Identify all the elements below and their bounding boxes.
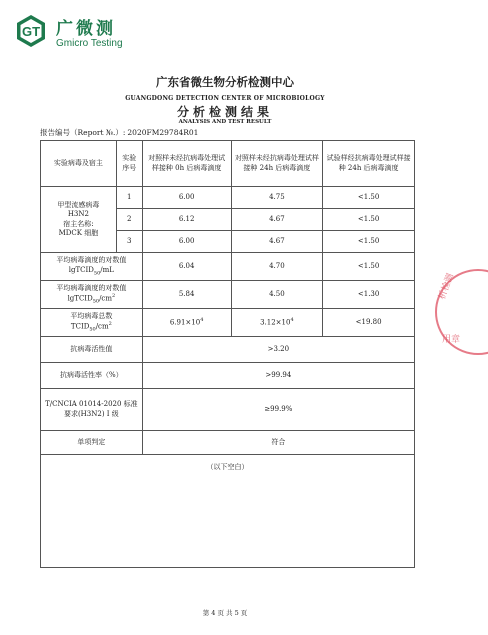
seq-cell: 1 (116, 187, 142, 209)
unit-text: lgTCID (67, 294, 93, 303)
unit-sup: 2 (108, 320, 112, 327)
report-number-label: 报告编号（Report №.）: (40, 128, 126, 137)
page-footer: 第 4 页 共 5 页 (202, 609, 248, 617)
rate-label: 抗病毒活性率（%） (41, 363, 143, 389)
rate-value: >99.94 (142, 363, 414, 389)
value-cell: <19.80 (323, 309, 415, 337)
unit-sub: 50 (92, 298, 100, 305)
total-c24: 3.12×10 (260, 318, 291, 327)
standard-label-line2: 要求(H3N2) I 级 (63, 409, 119, 418)
center-title-cn: 广东省微生物分析检测中心 (156, 75, 294, 89)
host-cell: MDCK 细胞 (58, 228, 99, 237)
report-number-value: 2020FM29784R01 (127, 128, 199, 137)
standard-row (41, 389, 415, 431)
virus-host-cell (41, 187, 117, 253)
total-c0-exp: 4 (200, 317, 204, 324)
avg-ml-label (41, 253, 143, 281)
value-cell: <1.50 (323, 253, 415, 281)
unit-text: /cm (99, 294, 112, 303)
header-seq: 实验序号 (116, 141, 142, 187)
report-title-en: ANALYSIS AND TEST RESULT (178, 119, 272, 125)
stamp-text-2: 用章 (442, 335, 461, 345)
unit-sub: 50 (89, 326, 96, 333)
report-number (40, 127, 200, 138)
avg-cm-row (41, 281, 415, 309)
judgement-row (41, 431, 415, 455)
unit-text: /cm (95, 322, 109, 331)
header-virus: 实验病毒及宿主 (41, 141, 117, 187)
blank-note: （以下空白） (41, 455, 415, 568)
value-cell: 4.67 (231, 209, 323, 231)
header-control-0h: 对照样未经抗病毒处理试样接种 0h 后病毒滴度 (142, 141, 231, 187)
standard-value: ≥99.9% (142, 389, 414, 431)
rate-row (41, 363, 415, 389)
gmicro-logo-icon (14, 14, 48, 48)
center-title-en: GUANGDONG DETECTION CENTER OF MICROBIOLOGY (125, 95, 325, 102)
report-title-cn: 分析检测结果 (176, 105, 273, 119)
table-row (41, 187, 415, 209)
brand-name-cn: 广微测 (56, 19, 116, 39)
brand-name-en: Gmicro Testing (56, 38, 123, 49)
virus-strain: H3N2 (67, 210, 89, 219)
activity-label: 抗病毒活性值 (41, 337, 143, 363)
total-c0: 6.91×10 (169, 318, 201, 327)
stamp-text: 析检测 (437, 272, 457, 302)
value-cell (142, 309, 231, 337)
unit-sup: 2 (111, 292, 116, 299)
activity-row (41, 337, 415, 363)
header-control-24h: 对照样未经抗病毒处理试样接种 24h 后病毒滴度 (231, 141, 323, 187)
avg-cm-label-line1: 平均病毒滴度的对数值 (56, 283, 127, 292)
value-cell (231, 309, 323, 337)
value-cell: 6.12 (142, 209, 231, 231)
activity-value: >3.20 (142, 337, 414, 363)
value-cell: 4.67 (231, 231, 323, 253)
blank-row (41, 455, 415, 568)
total-label-line1: 平均病毒总数 (70, 311, 113, 320)
avg-ml-label-line1: 平均病毒滴度的对数值 (56, 256, 127, 265)
total-label-line2 (43, 321, 140, 333)
header-row (41, 141, 415, 187)
value-cell: <1.50 (323, 209, 415, 231)
avg-cm-label (41, 281, 143, 309)
seq-cell: 3 (116, 231, 142, 253)
value-cell: 4.50 (231, 281, 323, 309)
total-label (41, 309, 143, 337)
avg-cm-label-line2 (43, 293, 140, 305)
value-cell: 5.84 (142, 281, 231, 309)
official-seal-stamp (428, 262, 488, 362)
svg-text:GT: GT (21, 24, 41, 39)
value-cell: 6.04 (142, 253, 231, 281)
unit-text: lgTCID (68, 265, 94, 274)
unit-sub: 50 (93, 270, 101, 277)
value-cell: 6.00 (142, 231, 231, 253)
result-table (40, 140, 415, 568)
judgement-label: 单项判定 (41, 431, 143, 455)
virus-name: 甲型流感病毒 (57, 200, 100, 209)
value-cell: <1.50 (323, 231, 415, 253)
seq-cell: 2 (116, 209, 142, 231)
standard-label-line1: T/CNCIA 01014-2020 标准 (45, 400, 138, 409)
standard-label (41, 389, 143, 431)
value-cell: 6.00 (142, 187, 231, 209)
total-row (41, 309, 415, 337)
judgement-value: 符合 (142, 431, 414, 455)
unit-text: /mL (100, 265, 114, 274)
unit-text: TCID (70, 322, 90, 331)
value-cell: 4.75 (231, 187, 323, 209)
avg-ml-label-line2 (43, 266, 140, 277)
total-c24-exp: 4 (290, 317, 294, 324)
header-test-24h: 试验样经抗病毒处理试样接种 24h 后病毒滴度 (323, 141, 415, 187)
avg-ml-row (41, 253, 415, 281)
value-cell: 4.70 (231, 253, 323, 281)
host-label: 宿主名称: (63, 219, 94, 228)
value-cell: <1.50 (323, 187, 415, 209)
value-cell: <1.30 (323, 281, 415, 309)
